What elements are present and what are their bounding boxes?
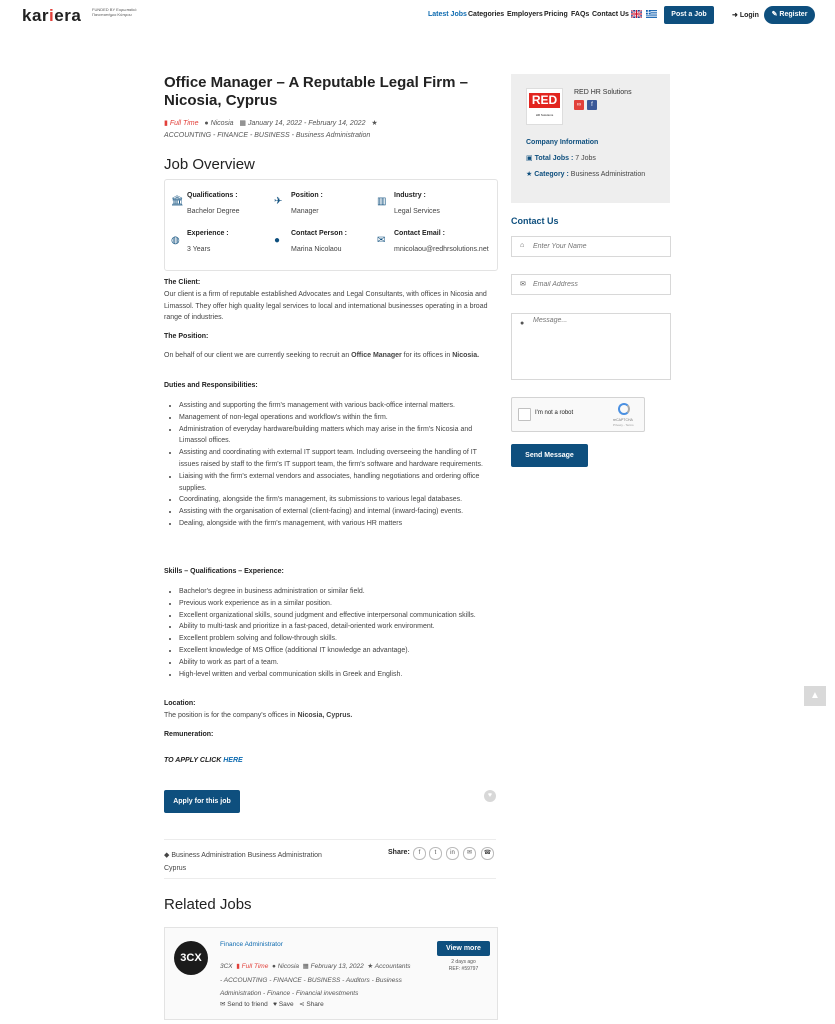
email-input[interactable]	[533, 278, 661, 290]
list-item: • Assisting and supporting the firm's management with various back-office internal matters.	[179, 400, 497, 412]
site-header	[0, 0, 835, 30]
related-jobs-heading: Related Jobs	[164, 896, 252, 913]
nav-employers[interactable]: Employers	[507, 11, 543, 18]
share-link[interactable]: ⋖ Share	[299, 1001, 324, 1008]
heart-icon[interactable]: ♥	[484, 790, 496, 802]
contact-email-label: Contact Email :	[394, 230, 445, 237]
industry-value: Legal Services	[394, 208, 440, 215]
apply-button[interactable]: Apply for this job	[164, 790, 240, 813]
star-icon[interactable]: ★	[371, 120, 378, 127]
apply-instructions: TO APPLY CLICK HERE	[164, 757, 243, 764]
recaptcha-label: I'm not a robot	[535, 410, 574, 416]
contact-person-label: Contact Person :	[291, 230, 348, 237]
industry-label: Industry :	[394, 192, 426, 199]
list-item: • Excellent organizational skills, sound judgment and effective interpersonal communication skills.	[179, 610, 497, 622]
list-item: • Ability to work as part of a team.	[179, 657, 497, 669]
user-icon: ●	[274, 235, 281, 246]
name-input[interactable]	[533, 240, 661, 252]
experience-value: 3 Years	[187, 246, 211, 253]
list-item: • High-level written and verbal communication skills in Greek and English.	[179, 669, 497, 681]
qualifications-value: Bachelor Degree	[187, 208, 240, 215]
duties-heading: Duties and Responsibilities:	[164, 382, 258, 389]
company-logo[interactable]: RED HR Solutions	[526, 88, 563, 125]
related-job-posted: 2 days ago REF: #59797	[448, 959, 479, 972]
contact-email-value[interactable]: mnicolaou@redhrsolutions.net	[394, 246, 489, 253]
company-info-box	[511, 74, 670, 203]
job-meta	[164, 119, 378, 127]
facebook-icon[interactable]: f	[587, 100, 597, 110]
login-icon: ➜	[732, 12, 738, 19]
location-pin-icon: ●	[204, 120, 209, 127]
star-icon: ★	[526, 171, 533, 178]
location-text: The position is for the company's offices in Nicosia, Cyprus.	[164, 712, 353, 719]
position-label: Position :	[291, 192, 323, 199]
list-item: • Previous work experience as in a similar position.	[179, 598, 497, 610]
envelope-icon: ✉	[377, 235, 386, 246]
home-icon: ⌂	[520, 242, 525, 249]
location-pin-icon: ●	[271, 963, 276, 970]
login-link[interactable]: ➜ Login	[732, 12, 759, 19]
share-label: Share:	[388, 849, 410, 856]
recaptcha-brand: reCAPTCHA	[613, 418, 633, 422]
related-job-meta: 3CX ▮ Full Time ● Nicosia ▦ February 13, 2022 ★ Accountants	[220, 963, 411, 970]
recaptcha-terms[interactable]: Privacy - Terms	[613, 423, 634, 427]
comment-icon: ●	[520, 320, 525, 327]
register-button[interactable]: ✎ Register	[764, 6, 815, 24]
total-jobs: ▣ Total Jobs : 7 Jobs	[526, 155, 596, 162]
bookmark-icon: ▮	[236, 963, 240, 970]
job-dates: January 14, 2022 - February 14, 2022	[247, 120, 366, 127]
share-icon: ⋖	[299, 1001, 305, 1008]
calendar-icon: ▦	[302, 963, 309, 970]
related-job-title[interactable]: Finance Administrator	[220, 941, 283, 948]
facebook-icon[interactable]: f	[413, 847, 426, 860]
recaptcha-widget	[511, 397, 645, 432]
bookmark-icon: ▮	[164, 120, 168, 127]
nav-pricing[interactable]: Pricing	[544, 11, 568, 18]
view-more-button[interactable]: View more	[437, 941, 490, 956]
duties-list	[164, 400, 497, 530]
scroll-to-top-button[interactable]	[804, 686, 826, 706]
company-category: ★ Category : Business Administration	[526, 171, 646, 178]
company-logo[interactable]: 3CX	[174, 941, 208, 975]
linkedin-icon[interactable]: in	[446, 847, 459, 860]
skills-list	[164, 586, 497, 680]
send-message-button[interactable]: Send Message	[511, 444, 588, 467]
list-item: • Excellent problem solving and follow-through skills.	[179, 633, 497, 645]
list-item: • Excellent knowledge of MS Office (additional IT knowledge an advantage).	[179, 645, 497, 657]
nav-categories[interactable]: Categories	[468, 11, 505, 18]
bank-icon: 🏛	[171, 196, 184, 207]
job-title: Office Manager – A Reputable Legal Firm – Nicosia, Cyprus	[164, 74, 468, 109]
related-job-categories: - ACCOUNTING - FINANCE - BUSINESS - Auditors - Business Administration - Finance - Financial investments	[220, 977, 402, 997]
apply-here-link[interactable]: HERE	[223, 757, 243, 764]
twitter-icon[interactable]: t	[429, 847, 442, 860]
client-text: Our client is a firm of reputable established Advocates and Legal Consultants, with offices in Nicosia and Limassol. They offer high quality legal services to local and international businesses operating in a broad range of industries.	[164, 291, 488, 322]
heart-icon: ♥	[273, 1001, 278, 1008]
save-link[interactable]: ♥ Save	[273, 1001, 294, 1008]
location-heading: Location:	[164, 700, 196, 707]
client-heading: The Client:	[164, 279, 201, 286]
list-item: • Assisting and coordinating with external IT support team. Including overseeing the handling of IT issues raised by staff to the firm's IT support team, the firm's software and hardware requirements.	[179, 447, 497, 471]
send-to-friend-link[interactable]: ✉ Send to friend	[220, 1001, 268, 1008]
divider	[164, 839, 496, 840]
uk-flag-icon[interactable]	[631, 10, 642, 18]
company-info-heading: Company Information	[526, 139, 599, 146]
post-job-button[interactable]: Post a Job	[664, 6, 714, 24]
email-field	[511, 274, 671, 295]
job-categories: ACCOUNTING - FINANCE - BUSINESS - Business Administration	[164, 132, 371, 139]
name-field	[511, 236, 671, 257]
contact-heading: Contact Us	[511, 216, 559, 226]
list-item: • Bachelor's degree in business administration or similar field.	[179, 586, 497, 598]
recaptcha-checkbox[interactable]	[518, 408, 531, 421]
globe-icon: ◍	[171, 235, 180, 246]
list-item: • Administration of everyday hardware/building matters which may arise in the firm's Nicosia and Limassol offices.	[179, 424, 497, 448]
company-name[interactable]: RED HR Solutions	[574, 89, 632, 96]
whatsapp-icon[interactable]: ☎	[481, 847, 494, 860]
email-icon[interactable]: ✉	[463, 847, 476, 860]
related-job-actions	[220, 1000, 324, 1008]
remuneration-heading: Remuneration:	[164, 731, 214, 738]
envelope-icon: ✉	[220, 1001, 226, 1008]
skills-heading: Skills – Qualifications – Experience:	[164, 568, 284, 575]
job-tags: ◆ Business Administration Business Administration Cyprus	[164, 852, 322, 872]
star-icon: ★	[367, 963, 374, 970]
job-type: Full Time	[169, 120, 199, 127]
related-job-card	[164, 927, 498, 1020]
recaptcha-logo-icon	[618, 403, 630, 415]
site-logo[interactable]: kariera	[22, 6, 82, 25]
envelope-icon: ✉	[520, 281, 526, 288]
nav-latest-jobs[interactable]: Latest Jobs	[428, 11, 467, 18]
list-item: • Coordinating, alongside the firm's management, its submissions to various legal databases.	[179, 494, 497, 506]
nav-contact-us[interactable]: Contact Us	[592, 11, 629, 18]
qualifications-label: Qualifications :	[187, 192, 238, 199]
nav-faqs[interactable]: FAQs	[571, 11, 590, 18]
message-input[interactable]	[533, 317, 661, 373]
list-item: • Liaising with the firm's external vendors and associates, handling negotiations and ordering office supplies.	[179, 471, 497, 495]
experience-label: Experience :	[187, 230, 229, 237]
tag-icon: ◆	[164, 852, 170, 859]
list-item: • Ability to multi-task and prioritize in a fast-paced, detail-oriented work environment.	[179, 621, 497, 633]
job-location: Nicosia	[210, 120, 234, 127]
key-icon: ✎	[771, 11, 778, 18]
chevron-up-icon: ▲	[810, 690, 820, 701]
list-item: • Dealing, alongside with the firm's management, with various HR matters	[179, 518, 497, 530]
position-heading: The Position:	[164, 333, 209, 340]
job-overview-heading: Job Overview	[164, 156, 255, 173]
building-icon: ▥	[377, 196, 387, 207]
position-value: Manager	[291, 208, 319, 215]
website-link-icon[interactable]: ∞	[574, 100, 584, 110]
list-item: • Assisting with the organisation of external (client-facing) and internal (inward-facing) events.	[179, 506, 497, 518]
briefcase-icon: ▣	[526, 155, 533, 162]
divider	[164, 878, 496, 879]
position-text: On behalf of our client we are currently seeking to recruit an Office Manager for its offices in Nicosia.	[164, 352, 480, 359]
list-item: • Management of non-legal operations and workflow's within the firm.	[179, 412, 497, 424]
greek-flag-icon[interactable]	[646, 10, 657, 18]
job-overview-box	[164, 179, 498, 271]
message-field	[511, 313, 671, 380]
rocket-icon: ✈	[274, 196, 283, 207]
contact-person-value: Marina Nicolaou	[291, 246, 342, 253]
funded-by-text: FUNDED BY Ευρωπαϊκό Πανεπιστήμιο Κύπρου	[92, 7, 137, 17]
calendar-icon: ▦	[239, 120, 246, 127]
